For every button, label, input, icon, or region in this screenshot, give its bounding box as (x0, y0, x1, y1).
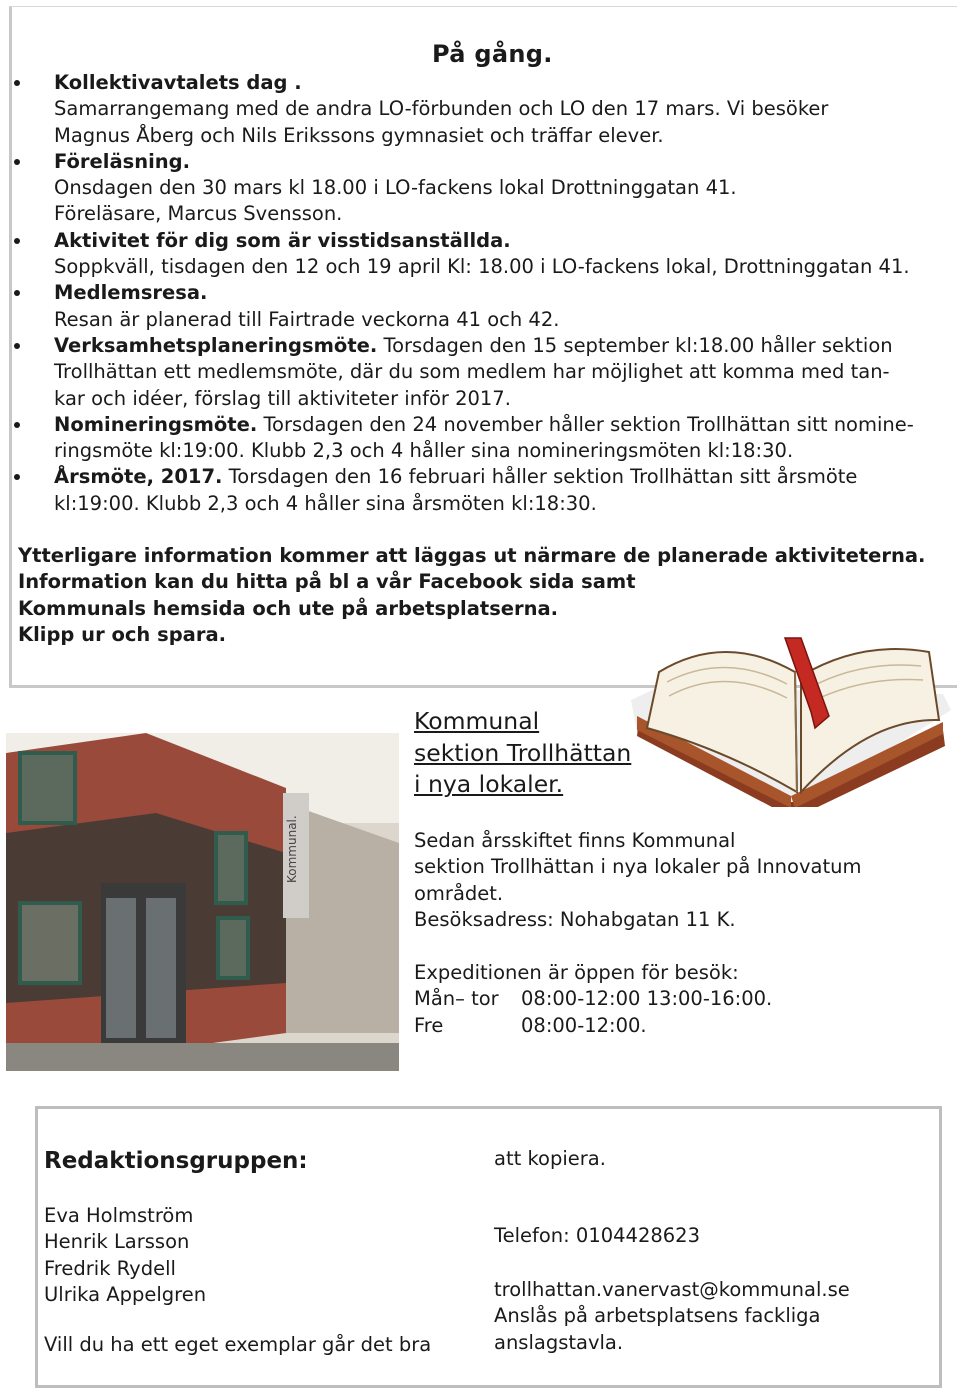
editor-name: Henrik Larsson (44, 1230, 190, 1254)
event-text: kl:19:00. Klubb 2,3 och 4 håller sina årsmöten kl:18:30. (54, 491, 597, 515)
event-item (14, 280, 954, 333)
event-item (14, 333, 954, 412)
info-line: Kommunals hemsida och ute på arbetsplatserna. (18, 596, 559, 620)
event-text: Resan är planerad till Fairtrade veckorna 41 och 42. (54, 307, 560, 331)
bullet-icon (14, 474, 20, 480)
info-line: Ytterligare information kommer att läggas ut närmare de planerade aktiviteterna. (18, 544, 926, 567)
news-headline (414, 706, 631, 801)
hours-intro: Expeditionen är öppen för besök: (414, 961, 739, 984)
move-line: sektion Trollhättan i nya lokaler på Innovatum (414, 855, 862, 879)
page-title: På gång. (432, 40, 553, 68)
event-item (14, 228, 954, 281)
bullet-icon (14, 290, 20, 296)
event-text: Soppkväll, tisdagen den 12 och 19 april Kl: 18.00 i LO-fackens lokal, Drottninggatan 41. (54, 255, 910, 279)
editors-list (44, 1203, 206, 1308)
event-text: Föreläsare, Marcus Svensson. (54, 202, 343, 226)
event-heading: Kollektivavtalets dag . (54, 71, 302, 94)
headline-line: sektion Trollhättan (414, 738, 632, 767)
notice-line: anslagstavla. (494, 1330, 624, 1354)
bullet-icon (14, 238, 20, 244)
opening-hours (414, 960, 954, 1039)
event-heading: Föreläsning. (54, 149, 191, 173)
event-heading: Aktivitet för dig som är visstidsanställda. (54, 228, 511, 252)
bullet-icon (14, 343, 20, 349)
headline-line: i nya lokaler. (414, 770, 564, 798)
event-text: Onsdagen den 30 mars kl 18.00 i LO-fackens lokal Drottninggatan 41. (54, 176, 737, 200)
event-list (14, 70, 954, 517)
move-line: området. (414, 881, 504, 905)
event-item (14, 70, 954, 149)
copy-note: Vill du ha ett eget exemplar går det bra (44, 1333, 432, 1356)
move-text (414, 828, 954, 933)
event-text: Magnus Åberg och Nils Erikssons gymnasiet och träffar elever. (54, 123, 664, 147)
event-heading: Verksamhetsplaneringsmöte. (54, 333, 378, 357)
event-heading: Nomineringsmöte. (54, 412, 258, 436)
editor-name: Ulrika Appelgren (44, 1282, 207, 1306)
hours-times: 08:00-12:00 13:00-16:00. (521, 987, 773, 1011)
event-item (14, 149, 954, 228)
info-line: Information kan du hitta på bl a vår Facebook sida samt (18, 570, 636, 594)
copy-note-cont: att kopiera. (494, 1147, 606, 1170)
hours-days: Fre (414, 1013, 444, 1037)
move-line: Sedan årsskiftet finns Kommunal (414, 829, 736, 852)
hours-times: 08:00-12:00. (521, 1013, 647, 1037)
bullet-icon (14, 159, 20, 165)
editors-title: Redaktionsgruppen: (44, 1148, 308, 1174)
email-address: trollhattan.vanervast@kommunal.se (494, 1278, 850, 1301)
event-text: Samarrangemang med de andra LO-förbunden och LO den 17 mars. Vi besöker (54, 97, 829, 121)
editor-name: Eva Holmström (44, 1204, 194, 1227)
event-heading: Medlemsresa. (54, 281, 208, 305)
headline-line: Kommunal (414, 707, 540, 735)
event-inline-text: Torsdagen den 15 september kl:18.00 håller sektion (377, 333, 893, 357)
event-heading: Årsmöte, 2017. (54, 465, 223, 489)
bullet-icon (14, 422, 20, 428)
hours-days: Mån– tor (414, 987, 499, 1011)
event-item (14, 464, 954, 517)
hours-row (414, 986, 954, 1012)
event-inline-text: Torsdagen den 24 november håller sektion Trollhättan sitt nomine- (257, 412, 914, 436)
event-inline-text: Torsdagen den 16 februari håller sektion Trollhättan sitt årsmöte (222, 465, 858, 489)
info-line: Klipp ur och spara. (18, 622, 227, 646)
event-item (14, 412, 954, 465)
editor-name: Fredrik Rydell (44, 1256, 176, 1280)
event-text: ringsmöte kl:19:00. Klubb 2,3 och 4 håller sina nomineringsmöten kl:18:30. (54, 439, 794, 463)
hours-row (414, 1013, 954, 1039)
move-line: Besöksadress: Nohabgatan 11 K. (414, 907, 736, 931)
contact-block (494, 1277, 934, 1356)
building-sign: Kommunal. (285, 815, 299, 883)
phone-number: Telefon: 0104428623 (494, 1224, 700, 1247)
notice-line: Anslås på arbetsplatsens fackliga (494, 1304, 821, 1328)
bullet-icon (14, 80, 20, 86)
event-text: Trollhättan ett medlemsmöte, där du som medlem har möjlighet att komma med tan- (54, 360, 890, 384)
event-text: kar och idéer, förslag till aktiviteter inför 2017. (54, 386, 511, 410)
open-book-illustration (625, 632, 955, 807)
office-building-photo (6, 733, 399, 1071)
